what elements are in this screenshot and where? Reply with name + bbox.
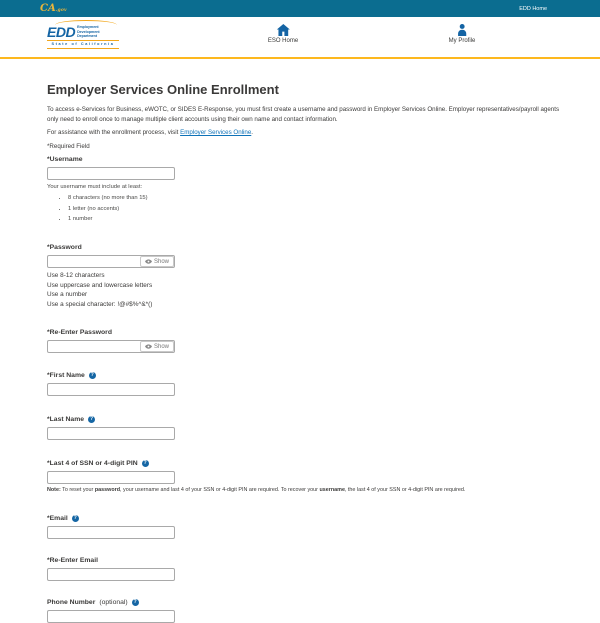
main-content — [0, 59, 600, 623]
nav-my-profile-label: My Profile — [448, 38, 476, 44]
password-label: *Password — [47, 244, 82, 251]
edd-logo-text: Employment Development Department — [77, 25, 100, 39]
edd-logo-acronym: EDD — [47, 24, 76, 40]
username-field-group — [47, 156, 567, 222]
last-name-field-group — [47, 416, 567, 440]
assistance-line: For assistance with the enrollment process, visit Employer Services Online. — [47, 129, 254, 136]
ssn-pin-note: Note: To reset your password, your username and last 4 of your SSN or 4-digit PIN are required. To recover your username, the last 4 of your SSN or 4-digit PIN are required. — [47, 487, 466, 493]
last-name-help-icon[interactable]: ? — [90, 416, 94, 422]
username-hint-list — [47, 195, 567, 222]
ssn-pin-label: *Last 4 of SSN or 4-digit PIN ? — [47, 460, 147, 467]
reenter-password-field-group — [47, 329, 567, 353]
username-input[interactable] — [47, 167, 175, 180]
reenter-password-label: *Re-Enter Password — [47, 329, 112, 336]
ssn-pin-help-icon[interactable]: ? — [143, 460, 147, 466]
phone-field-group — [47, 599, 567, 623]
phone-label: Phone Number (optional) ? — [47, 599, 137, 606]
required-field-note: *Required Field — [47, 143, 90, 150]
last-name-input[interactable] — [47, 427, 175, 440]
top-utility-bar — [0, 0, 600, 17]
username-hint-title: Your username must include at least: — [47, 184, 143, 190]
nav-my-profile[interactable] — [449, 24, 476, 44]
email-label: *Email ? — [47, 515, 77, 522]
home-icon — [277, 24, 290, 36]
email-input[interactable] — [47, 526, 175, 539]
first-name-label: *First Name ? — [47, 372, 94, 379]
username-hint-item: • 1 number — [68, 216, 567, 222]
ca-gov-logo-gov: .gov — [55, 7, 67, 13]
reenter-email-field-group — [47, 557, 567, 581]
phone-help-icon[interactable]: ? — [133, 599, 137, 605]
password-hints: Use 8-12 characters Use uppercase and lowercase letters Use a number Use a special character: !@#$%^&*() — [47, 272, 153, 308]
last-name-label: *Last Name ? — [47, 416, 94, 423]
intro-paragraph: To access e-Services for Business, eWOTC, or SIDES E-Response, you must first create a username and password in Employer Services Online. Employer representatives/payroll agents only need to enroll once to manage multiple client accounts using their own name and contact information. — [47, 106, 560, 123]
nav-eso-home[interactable] — [268, 24, 298, 44]
eye-icon — [145, 344, 152, 349]
employer-services-online-link[interactable]: Employer Services Online — [180, 129, 252, 136]
eye-icon — [145, 259, 152, 264]
phone-input[interactable] — [47, 610, 175, 623]
ssn-pin-field-group — [47, 460, 567, 493]
username-hint-item: • 8 characters (no more than 15) — [68, 195, 567, 201]
ca-gov-logo[interactable] — [40, 4, 67, 14]
username-label: *Username — [47, 156, 83, 163]
edd-logo[interactable] — [47, 20, 127, 49]
site-header — [0, 17, 600, 57]
username-hint-item: • 1 letter (no accents) — [68, 206, 567, 212]
ca-gov-logo-ca: CA — [40, 2, 56, 14]
reenter-email-input[interactable] — [47, 568, 175, 581]
password-field-group — [47, 244, 567, 309]
person-icon — [456, 24, 467, 36]
first-name-help-icon[interactable]: ? — [90, 372, 94, 378]
first-name-field-group — [47, 372, 567, 396]
edd-logo-tagline: State of California — [47, 40, 119, 49]
ssn-pin-input[interactable] — [47, 471, 175, 484]
email-help-icon[interactable]: ? — [73, 515, 77, 521]
show-password-button[interactable]: Show — [140, 256, 174, 267]
edd-home-link[interactable]: EDD Home — [519, 5, 547, 12]
show-reenter-password-button[interactable]: Show — [140, 341, 174, 352]
nav-eso-home-label: ESO Home — [267, 38, 299, 44]
email-field-group — [47, 515, 567, 539]
reenter-email-label: *Re-Enter Email — [47, 557, 98, 564]
first-name-input[interactable] — [47, 383, 175, 396]
page-title: Employer Services Online Enrollment — [47, 82, 279, 97]
